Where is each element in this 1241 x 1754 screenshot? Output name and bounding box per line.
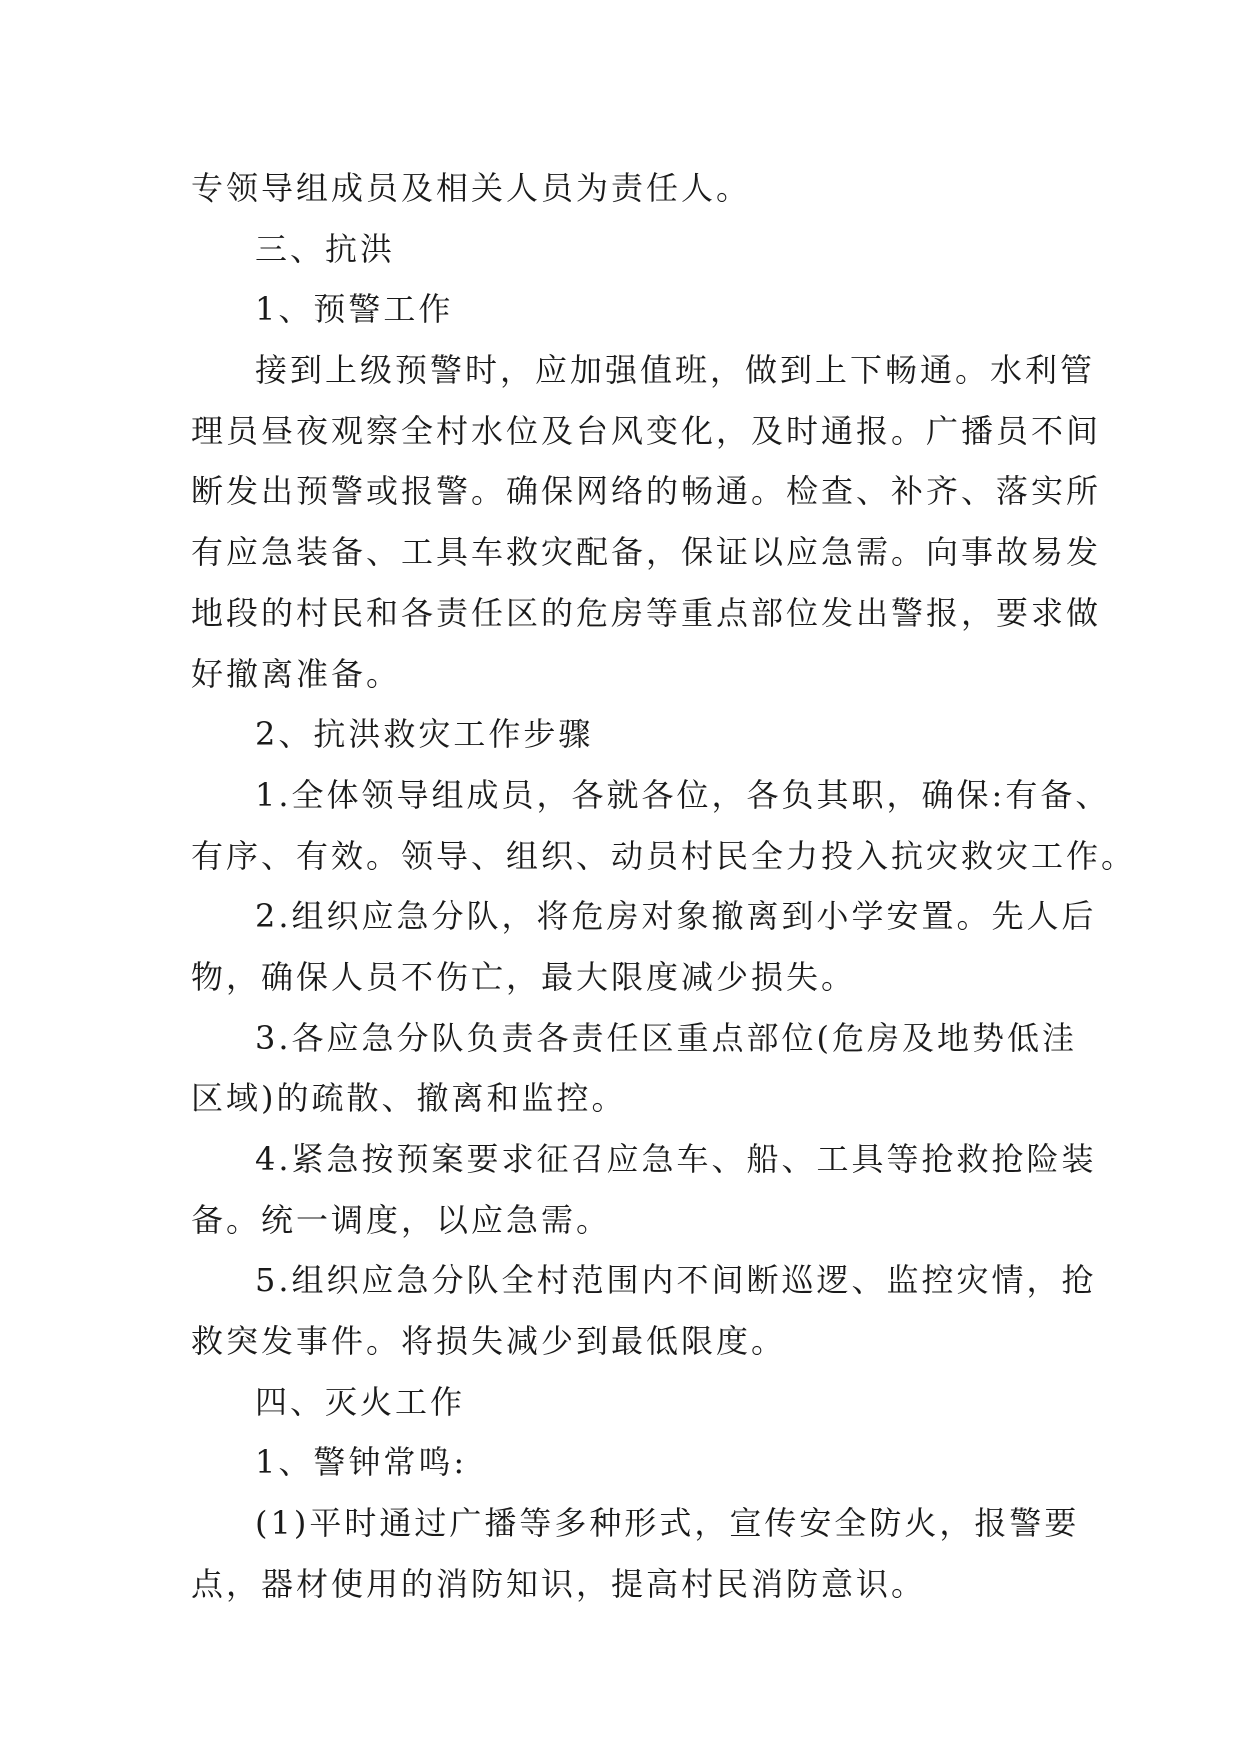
list-item-line: 区域)的疏散、撤离和监控。: [191, 1079, 627, 1118]
list-item-line: 救突发事件。将损失减少到最低限度。: [191, 1322, 787, 1361]
paragraph-line: 好撤离准备。: [191, 654, 402, 693]
list-item-line: (1)平时通过广播等多种形式，宣传安全防火，报警要: [255, 1504, 1080, 1543]
document-body: [191, 158, 1137, 1615]
paragraph-line: 理员昼夜观察全村水位及台风变化，及时通报。广播员不间: [191, 411, 1102, 450]
paragraph-line: 接到上级预警时，应加强值班，做到上下畅通。水利管: [255, 351, 1096, 390]
subsection-heading: 1、警钟常鸣:: [255, 1443, 468, 1482]
list-item-line: 2.组织应急分队，将危房对象撤离到小学安置。先人后: [255, 897, 1097, 936]
subsection-heading: 2、抗洪救灾工作步骤: [255, 715, 594, 754]
paragraph-line: 有应急装备、工具车救灾配备，保证以应急需。向事故易发: [191, 533, 1102, 572]
list-item-line: 5.组织应急分队全村范围内不间断巡逻、监控灾情，抢: [255, 1261, 1097, 1300]
list-item-line: 1.全体领导组成员，各就各位，各负其职，确保:有备、: [255, 775, 1111, 814]
list-item-line: 点，器材使用的消防知识，提高村民消防意识。: [191, 1564, 927, 1603]
list-item-line: 备。统一调度，以应急需。: [191, 1200, 612, 1239]
paragraph-line: 专领导组成员及相关人员为责任人。: [191, 169, 752, 207]
list-item-line: 4.紧急按预案要求征召应急车、船、工具等抢救抢险装: [255, 1140, 1097, 1178]
list-item-line: 3.各应急分队负责各责任区重点部位(危房及地势低洼: [255, 1018, 1078, 1057]
list-item-line: 物，确保人员不伤亡，最大限度减少损失。: [191, 957, 857, 996]
paragraph-line: 地段的村民和各责任区的危房等重点部位发出警报，要求做: [191, 593, 1102, 632]
section-heading: 三、抗洪: [255, 229, 396, 268]
list-item-line: 有序、有效。领导、组织、动员村民全力投入抗灾救灾工作。: [191, 836, 1137, 875]
paragraph-line: 断发出预警或报警。确保网络的畅通。检查、补齐、落实所: [191, 472, 1102, 511]
subsection-heading: 1、预警工作: [255, 290, 454, 329]
section-heading: 四、灭火工作: [255, 1382, 466, 1421]
